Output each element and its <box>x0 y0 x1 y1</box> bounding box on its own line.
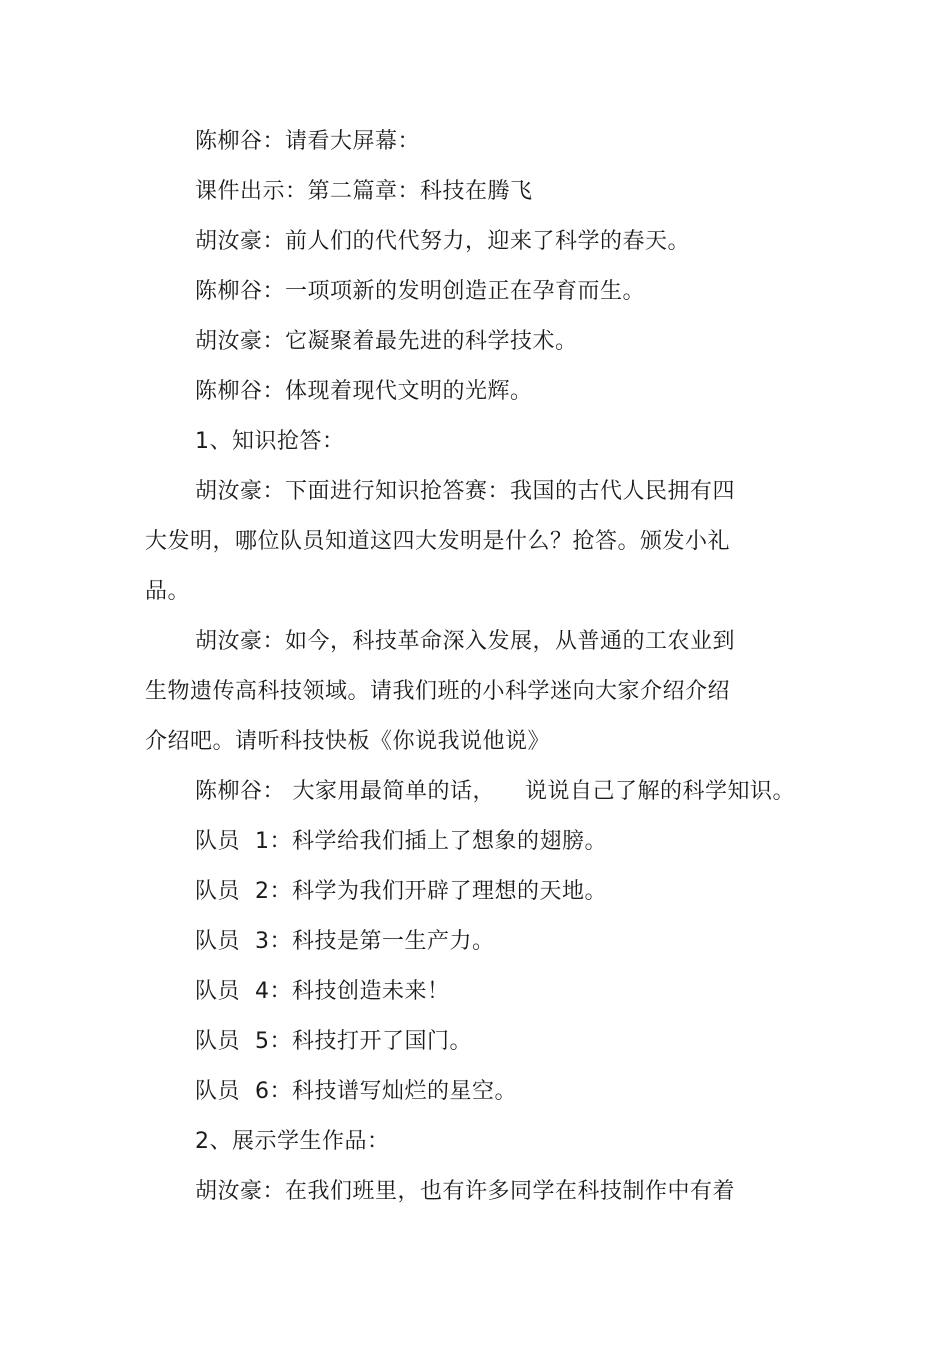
dialogue-line: 陈柳谷：一项项新的发明创造正在孕育而生。 <box>195 279 646 304</box>
team-member-line: 队员 3：科技是第一生产力。 <box>195 929 495 954</box>
section-heading: 2、展示学生作品： <box>195 1129 390 1154</box>
section-heading: 1、知识抢答： <box>195 429 345 454</box>
paragraph-line: 胡汝豪：如今，科技革命深入发展，从普通的工农业到 <box>195 629 736 654</box>
dialogue-line: 陈柳谷：体现着现代文明的光辉。 <box>195 379 533 404</box>
team-member-line: 队员 4：科技创造未来！ <box>195 979 450 1004</box>
paragraph-line: 胡汝豪：在我们班里，也有许多同学在科技制作中有着 <box>195 1179 736 1204</box>
dialogue-line: 胡汝豪：它凝聚着最先进的科学技术。 <box>195 329 578 354</box>
team-member-line: 队员 2：科学为我们开辟了理想的天地。 <box>195 879 607 904</box>
paragraph-line: 介绍吧。请听科技快板《你说我说他说》 <box>145 729 551 754</box>
paragraph-line: 大发明，哪位队员知道这四大发明是什么？抢答。颁发小礼 <box>145 529 731 554</box>
dialogue-line: 陈柳谷： 大家用最简单的话， 说说自己了解的科学知识。 <box>195 779 795 804</box>
paragraph-line: 胡汝豪：下面进行知识抢答赛：我国的古代人民拥有四 <box>195 479 736 504</box>
team-member-line: 队员 6：科技谱写灿烂的星空。 <box>195 1079 517 1104</box>
paragraph-line: 生物遗传高科技领域。请我们班的小科学迷向大家介绍介绍 <box>145 679 731 704</box>
paragraph-line: 品。 <box>145 579 191 604</box>
dialogue-line: 陈柳谷：请看大屏幕： <box>195 129 421 154</box>
team-member-line: 队员 1：科学给我们插上了想象的翅膀。 <box>195 829 607 854</box>
slide-caption-line: 课件出示：第二篇章：科技在腾飞 <box>195 179 533 204</box>
team-member-line: 队员 5：科技打开了国门。 <box>195 1029 472 1054</box>
dialogue-line: 胡汝豪：前人们的代代努力，迎来了科学的春天。 <box>195 229 691 254</box>
